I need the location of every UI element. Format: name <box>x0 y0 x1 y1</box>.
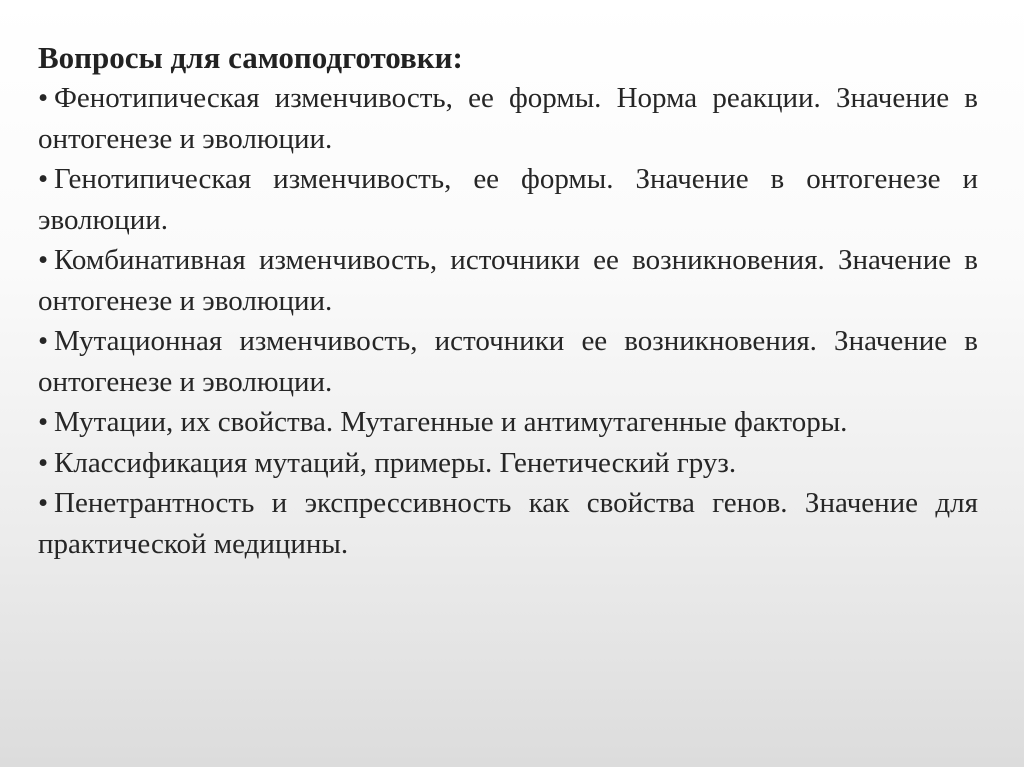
question-item <box>38 321 978 402</box>
question-text: Мутационная изменчивость, источники ее возникновения. Значение в онтогенезе и эволюции. <box>38 325 978 398</box>
question-item <box>38 240 978 321</box>
question-text: Пенетрантность и экспрессивность как свойства генов. Значение для практической медицины. <box>38 487 978 560</box>
bullet-icon: • <box>38 446 49 479</box>
question-text: Генотипическая изменчивость, ее формы. Значение в онтогенезе и эволюции. <box>38 163 978 236</box>
bullet-icon: • <box>38 325 49 357</box>
bullet-icon: • <box>38 406 49 438</box>
question-item <box>38 483 978 564</box>
slide-content <box>38 38 978 564</box>
slide-title: Вопросы для самоподготовки: <box>38 40 463 75</box>
question-item <box>38 402 978 443</box>
question-text: Классификация мутаций, примеры. Генетический груз. <box>54 446 737 479</box>
bullet-icon: • <box>38 244 49 276</box>
bullet-icon: • <box>38 82 49 114</box>
question-item <box>38 443 978 484</box>
bullet-icon: • <box>38 163 49 195</box>
question-list <box>38 78 978 564</box>
question-text: Фенотипическая изменчивость, ее формы. Норма реакции. Значение в онтогенезе и эволюции. <box>38 82 978 155</box>
question-item <box>38 78 978 159</box>
question-text: Комбинативная изменчивость, источники ее возникновения. Значение в онтогенезе и эволюции. <box>38 244 978 317</box>
question-text: Мутации, их свойства. Мутагенные и антимутагенные факторы. <box>54 406 848 438</box>
bullet-icon: • <box>38 487 49 519</box>
question-item <box>38 159 978 240</box>
